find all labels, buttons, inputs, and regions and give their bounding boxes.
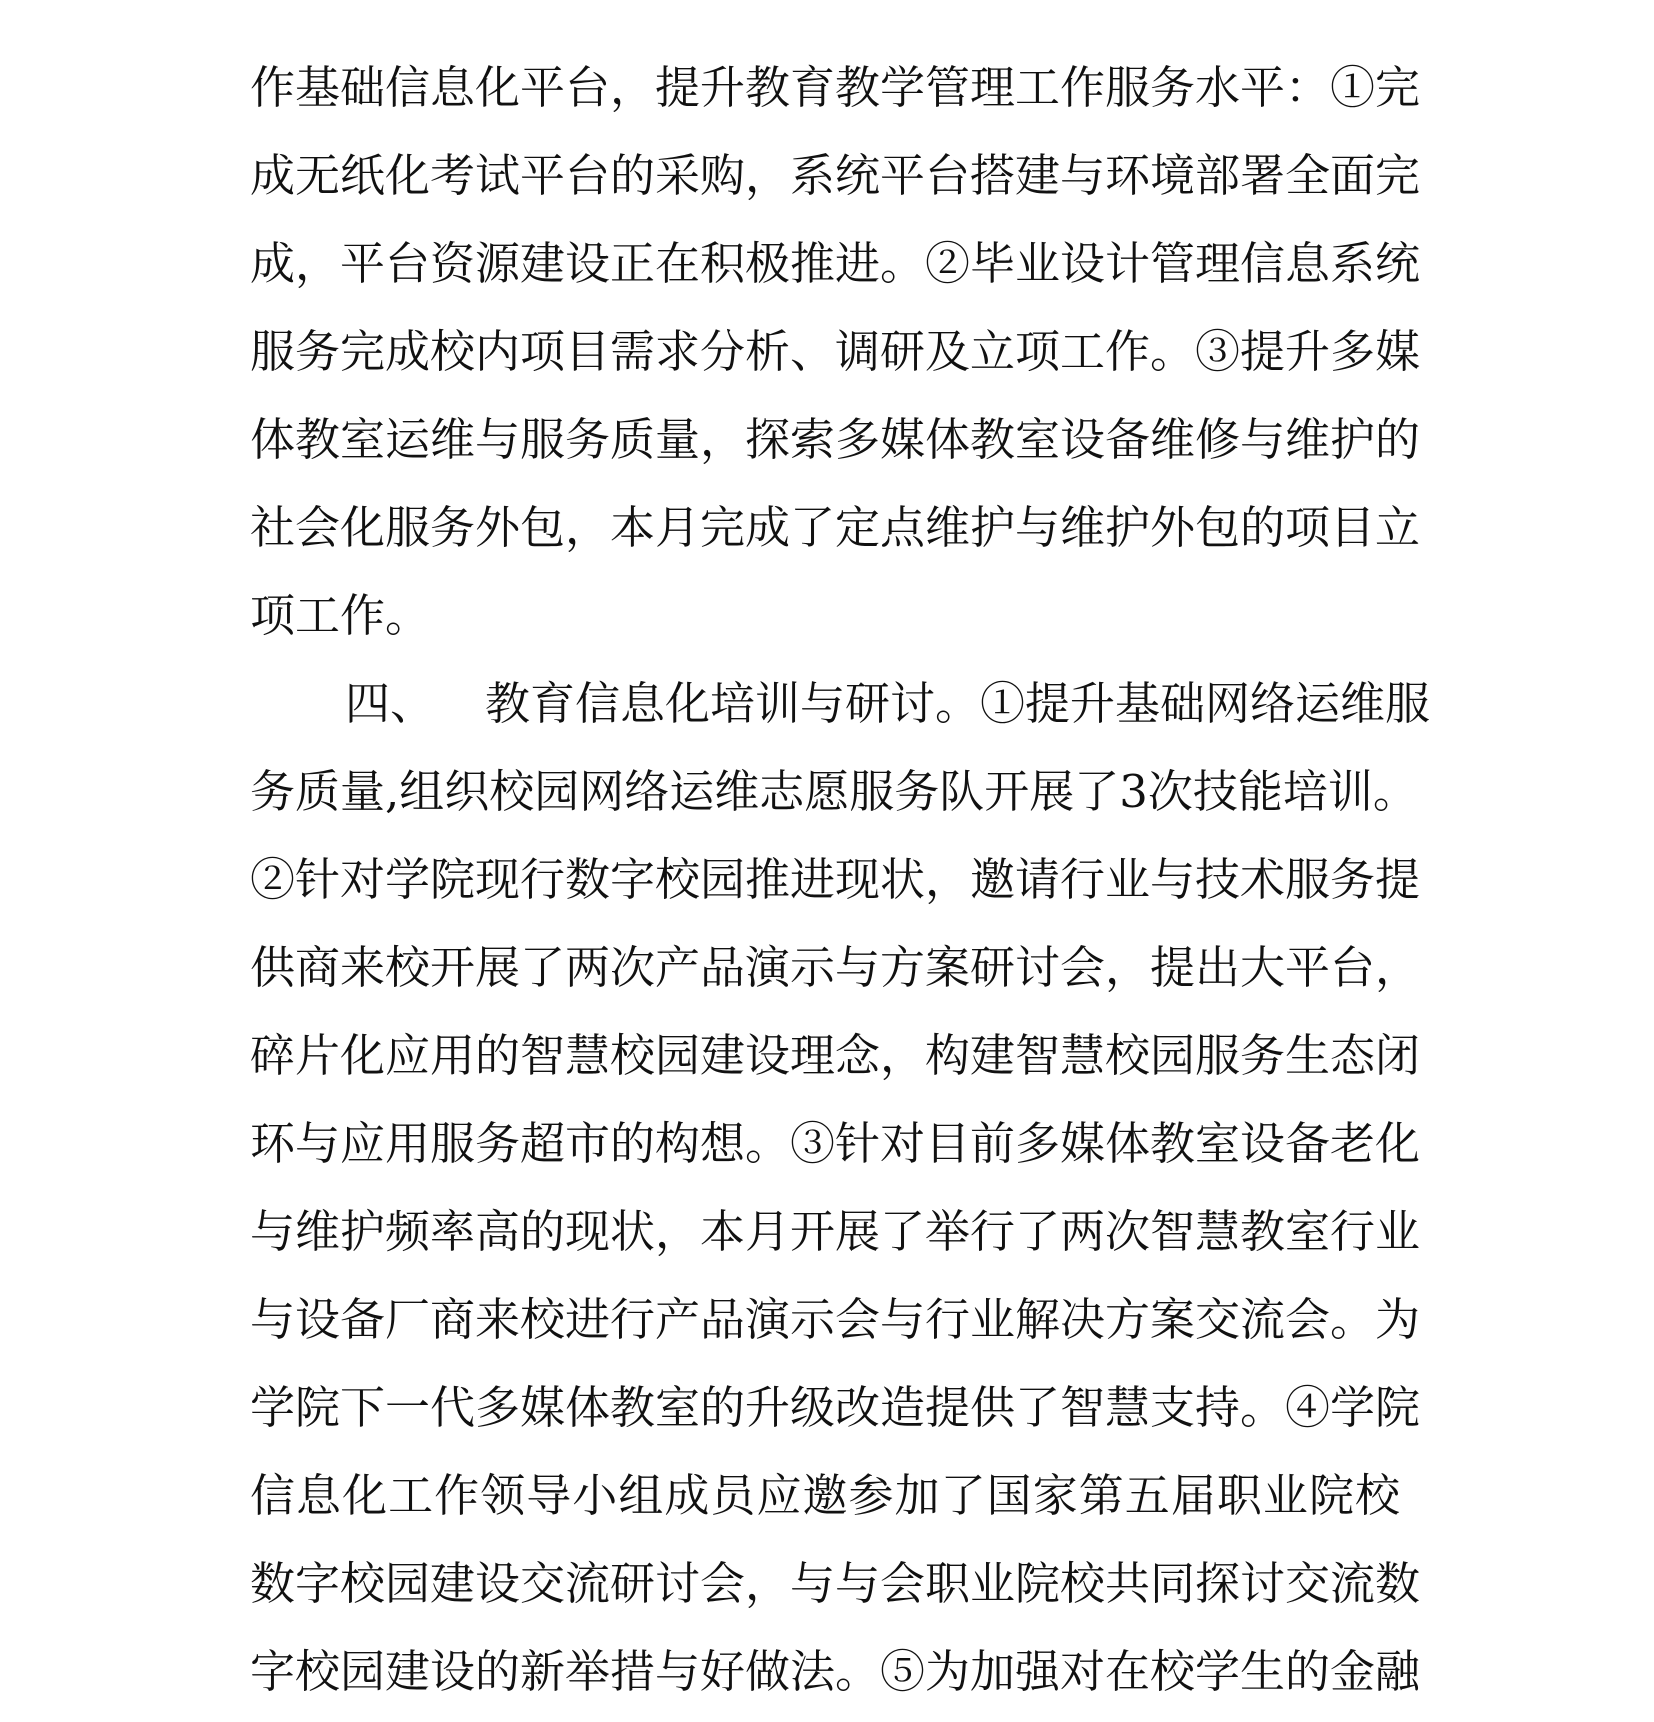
paragraph-line: 体教室运维与服务质量，探索多媒体教室设备维修与维护的 xyxy=(250,413,1421,466)
section-line: 字校园建设的新举措与好做法。⑤为加强对在校学生的金融 xyxy=(250,1645,1421,1698)
section-line: 与维护频率高的现状，本月开展了举行了两次智慧教室行业 xyxy=(250,1205,1421,1258)
section-number: 四、 xyxy=(345,677,436,730)
body-text xyxy=(250,44,1431,1716)
paragraph-line: 成无纸化考试平台的采购，系统平台搭建与环境部署全面完 xyxy=(250,149,1421,202)
section-line: 信息化工作领导小组成员应邀参加了国家第五届职业院校 xyxy=(250,1469,1400,1522)
section-line: ②针对学院现行数字校园推进现状，邀请行业与技术服务提 xyxy=(250,853,1421,906)
section-line: 供商来校开展了两次产品演示与方案研讨会，提出大平台， xyxy=(250,941,1421,994)
section-line: 数字校园建设交流研讨会，与与会职业院校共同探讨交流数 xyxy=(250,1557,1421,1610)
section-line: 碎片化应用的智慧校园建设理念，构建智慧校园服务生态闭 xyxy=(250,1029,1421,1082)
section-heading-line xyxy=(250,660,1431,748)
paragraph-last-line: 项工作。 xyxy=(250,589,431,642)
section-heading-text: 教育信息化培训与研讨。①提升基础网络运维服 xyxy=(485,677,1431,730)
section-line: 环与应用服务超市的构想。③针对目前多媒体教室设备老化 xyxy=(250,1117,1421,1170)
section-line: 学院下一代多媒体教室的升级改造提供了智慧支持。④学院 xyxy=(250,1381,1421,1434)
paragraph-line: 成，平台资源建设正在积极推进。②毕业设计管理信息系统 xyxy=(250,237,1421,290)
paragraph-line: 服务完成校内项目需求分析、调研及立项工作。③提升多媒 xyxy=(250,325,1421,378)
section-line: 务质量,组织校园网络运维志愿服务队开展了3次技能培训。 xyxy=(250,765,1418,818)
section-line: 与设备厂商来校进行产品演示会与行业解决方案交流会。为 xyxy=(250,1293,1421,1346)
paragraph-line: 作基础信息化平台，提升教育教学管理工作服务水平：①完 xyxy=(250,61,1421,114)
paragraph-line: 社会化服务外包，本月完成了定点维护与维护外包的项目立 xyxy=(250,501,1421,554)
